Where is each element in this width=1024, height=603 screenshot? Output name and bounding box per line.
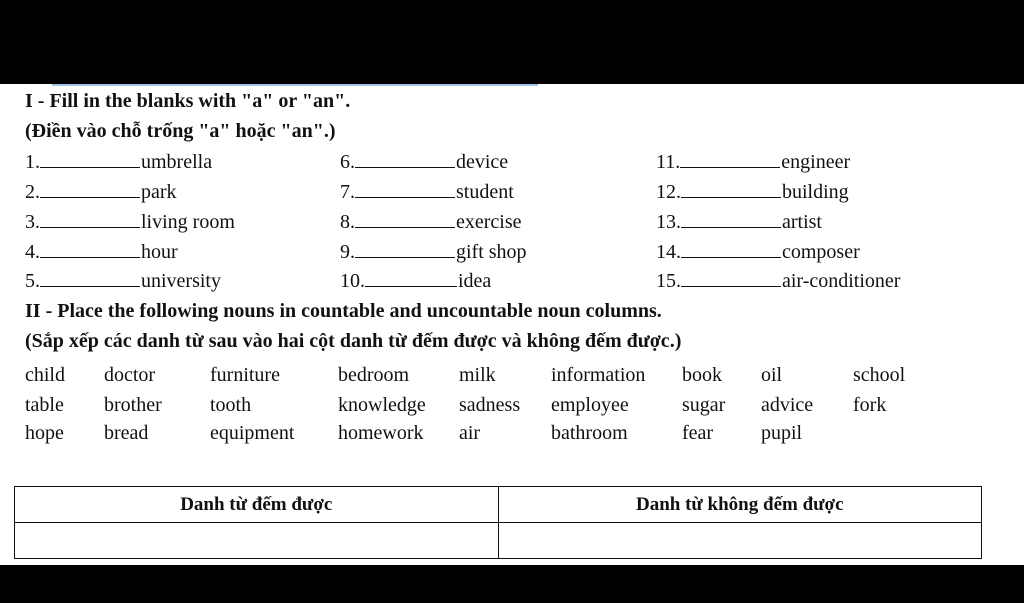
noun-word: advice (761, 394, 814, 416)
countable-answer-cell[interactable] (15, 523, 499, 559)
noun-word: hope (25, 422, 64, 444)
item-word: umbrella (141, 151, 213, 173)
fill-item (25, 210, 235, 234)
fill-item (656, 240, 860, 264)
item-number: 15. (656, 270, 681, 292)
fill-item (656, 180, 849, 204)
noun-word: furniture (210, 364, 280, 386)
noun-word: bathroom (551, 422, 628, 444)
answer-blank[interactable] (40, 150, 140, 168)
item-number: 5. (25, 270, 40, 292)
countable-header: Danh từ đếm được (15, 487, 499, 523)
noun-word: information (551, 364, 646, 386)
item-word: park (141, 181, 177, 203)
fill-item (340, 240, 527, 264)
item-word: student (456, 181, 514, 203)
noun-word: book (682, 364, 722, 386)
fill-item (25, 240, 178, 264)
top-rule (52, 84, 538, 86)
noun-word: equipment (210, 422, 295, 444)
item-number: 1. (25, 151, 40, 173)
noun-word: homework (338, 422, 424, 444)
answer-blank[interactable] (355, 150, 455, 168)
noun-word: fear (682, 422, 714, 444)
fill-item (656, 269, 900, 293)
noun-word: table (25, 394, 64, 416)
noun-word: brother (104, 394, 162, 416)
item-word: device (456, 151, 509, 173)
noun-word: tooth (210, 394, 252, 416)
item-word: living room (141, 211, 235, 233)
noun-word: sugar (682, 394, 726, 416)
answer-blank[interactable] (681, 240, 781, 258)
fill-item (340, 150, 508, 174)
noun-word: fork (853, 394, 887, 416)
answer-blank[interactable] (681, 210, 781, 228)
fill-item (25, 269, 221, 293)
fill-item (25, 180, 177, 204)
worksheet (0, 84, 1024, 565)
fill-item (340, 180, 514, 204)
answer-blank[interactable] (681, 269, 781, 287)
noun-word: bread (104, 422, 149, 444)
answer-blank[interactable] (680, 150, 780, 168)
item-number: 7. (340, 181, 355, 203)
answer-table (14, 486, 982, 559)
item-word: air-conditioner (782, 270, 901, 292)
item-word: engineer (781, 151, 851, 173)
answer-blank[interactable] (40, 210, 140, 228)
item-number: 2. (25, 181, 40, 203)
noun-word: sadness (459, 394, 521, 416)
answer-blank[interactable] (40, 269, 140, 287)
fill-item (656, 150, 850, 174)
noun-word: employee (551, 394, 629, 416)
answer-blank[interactable] (40, 180, 140, 198)
uncountable-answer-cell[interactable] (498, 523, 982, 559)
item-word: university (141, 270, 221, 292)
noun-word: doctor (104, 364, 156, 386)
item-number: 6. (340, 151, 355, 173)
item-word: artist (782, 211, 822, 233)
section1-title: I - Fill in the blanks with "a" or "an". (25, 90, 351, 112)
item-number: 4. (25, 241, 40, 263)
answer-blank[interactable] (681, 180, 781, 198)
item-word: composer (782, 241, 860, 263)
item-number: 3. (25, 211, 40, 233)
item-number: 13. (656, 211, 681, 233)
uncountable-header: Danh từ không đếm được (498, 487, 982, 523)
item-word: building (782, 181, 849, 203)
item-number: 11. (656, 151, 681, 173)
fill-item (656, 210, 822, 234)
answer-blank[interactable] (355, 180, 455, 198)
noun-word: pupil (761, 422, 803, 444)
section2-title: II - Place the following nouns in countable and uncountable noun columns. (25, 300, 662, 322)
answer-blank[interactable] (355, 210, 455, 228)
item-number: 9. (340, 241, 355, 263)
noun-word: bedroom (338, 364, 410, 386)
item-word: exercise (456, 211, 522, 233)
noun-word: milk (459, 364, 496, 386)
item-number: 12. (656, 181, 681, 203)
answer-blank[interactable] (355, 240, 455, 258)
section1-subtitle: (Điền vào chỗ trống "a" hoặc "an".) (25, 120, 336, 142)
item-number: 10. (340, 270, 365, 292)
answer-blank[interactable] (365, 269, 457, 287)
fill-item (25, 150, 212, 174)
item-word: idea (458, 270, 492, 292)
noun-word: knowledge (338, 394, 426, 416)
item-word: hour (141, 241, 178, 263)
section2-subtitle: (Sắp xếp các danh từ sau vào hai cột danh từ đếm được và không đếm được.) (25, 330, 682, 352)
item-word: gift shop (456, 241, 527, 263)
fill-item (340, 269, 491, 293)
noun-word: child (25, 364, 65, 386)
item-number: 14. (656, 241, 681, 263)
noun-word: school (853, 364, 906, 386)
answer-blank[interactable] (40, 240, 140, 258)
noun-word: oil (761, 364, 783, 386)
noun-word: air (459, 422, 481, 444)
item-number: 8. (340, 211, 355, 233)
fill-item (340, 210, 522, 234)
